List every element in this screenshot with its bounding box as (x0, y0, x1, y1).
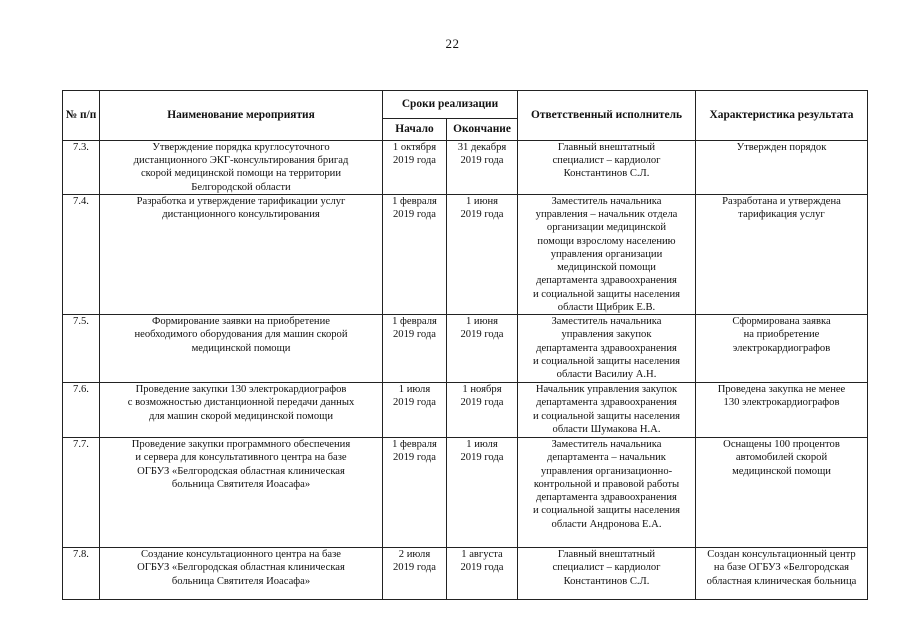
result-description: Сформирована заявка на приобретение электрокардиографов (696, 315, 868, 383)
responsible-person: Главный внештатный специалист – кардиолог Константинов С.Л. (518, 141, 696, 195)
table-row (63, 315, 868, 383)
end-date: 1 августа 2019 года (447, 548, 518, 600)
result-description: Оснащены 100 процентов автомобилей скорой медицинской помощи (696, 438, 868, 548)
start-date: 1 июля 2019 года (383, 383, 447, 438)
responsible-person: Главный внештатный специалист – кардиолог Константинов С.Л. (518, 548, 696, 600)
activity-name: Создание консультационного центра на базе ОГБУЗ «Белгородская областная клиническая больница Святителя Иоасафа» (100, 548, 383, 600)
result-description: Утвержден порядок (696, 141, 868, 195)
table-row (63, 195, 868, 315)
row-number: 7.8. (63, 548, 100, 600)
header-responsible: Ответственный исполнитель (518, 91, 696, 141)
table-row (63, 141, 868, 195)
result-description: Разработана и утверждена тарификация услуг (696, 195, 868, 315)
end-date: 1 июня 2019 года (447, 195, 518, 315)
start-date: 1 февраля 2019 года (383, 195, 447, 315)
table-header-row (63, 91, 868, 119)
header-end: Окончание (447, 119, 518, 141)
table-row (63, 383, 868, 438)
responsible-person: Заместитель начальника управления – начальник отдела организации медицинской помощи взрослому населению управления организации медицинской помощи департамента здравоохранения и социальной защиты населения области Щибрик Е.В. (518, 195, 696, 315)
end-date: 1 ноября 2019 года (447, 383, 518, 438)
page-number: 22 (445, 36, 460, 51)
activities-table (62, 90, 868, 600)
result-description: Создан консультационный центр на базе ОГБУЗ «Белгородская областная клиническая больница (696, 548, 868, 600)
row-number: 7.6. (63, 383, 100, 438)
start-date: 1 октября 2019 года (383, 141, 447, 195)
row-number: 7.5. (63, 315, 100, 383)
activity-name: Утверждение порядка круглосуточного дистанционного ЭКГ-консультирования бригад скорой медицинской помощи на территории Белгородской области (100, 141, 383, 195)
header-start: Начало (383, 119, 447, 141)
start-date: 1 февраля 2019 года (383, 438, 447, 548)
end-date: 31 декабря 2019 года (447, 141, 518, 195)
end-date: 1 июня 2019 года (447, 315, 518, 383)
header-number: № п/п (63, 91, 100, 141)
start-date: 2 июля 2019 года (383, 548, 447, 600)
responsible-person: Заместитель начальника департамента – начальник управления организационно- контрольной и правовой работы департамента здравоохранения и социальной защиты населения области Андронова Е.А. (518, 438, 696, 548)
row-number: 7.4. (63, 195, 100, 315)
row-number: 7.3. (63, 141, 100, 195)
activity-name: Разработка и утверждение тарификации услуг дистанционного консультирования (100, 195, 383, 315)
activity-name: Проведение закупки 130 электрокардиографов с возможностью дистанционной передачи данных для машин скорой медицинской помощи (100, 383, 383, 438)
table-row (63, 548, 868, 600)
responsible-person: Заместитель начальника управления закупок департамента здравоохранения и социальной защиты населения области Василиу А.Н. (518, 315, 696, 383)
start-date: 1 февраля 2019 года (383, 315, 447, 383)
activity-name: Формирование заявки на приобретение необходимого оборудования для машин скорой медицинской помощи (100, 315, 383, 383)
table-row (63, 438, 868, 548)
header-activity-name: Наименование мероприятия (100, 91, 383, 141)
header-result: Характеристика результата (696, 91, 868, 141)
header-period: Сроки реализации (383, 91, 518, 119)
result-description: Проведена закупка не менее 130 электрокардиографов (696, 383, 868, 438)
row-number: 7.7. (63, 438, 100, 548)
responsible-person: Начальник управления закупок департамента здравоохранения и социальной защиты населения области Шумакова Н.А. (518, 383, 696, 438)
end-date: 1 июля 2019 года (447, 438, 518, 548)
activity-name: Проведение закупки программного обеспечения и сервера для консультативного центра на базе ОГБУЗ «Белгородская областная клиническая больница Святителя Иоасафа» (100, 438, 383, 548)
